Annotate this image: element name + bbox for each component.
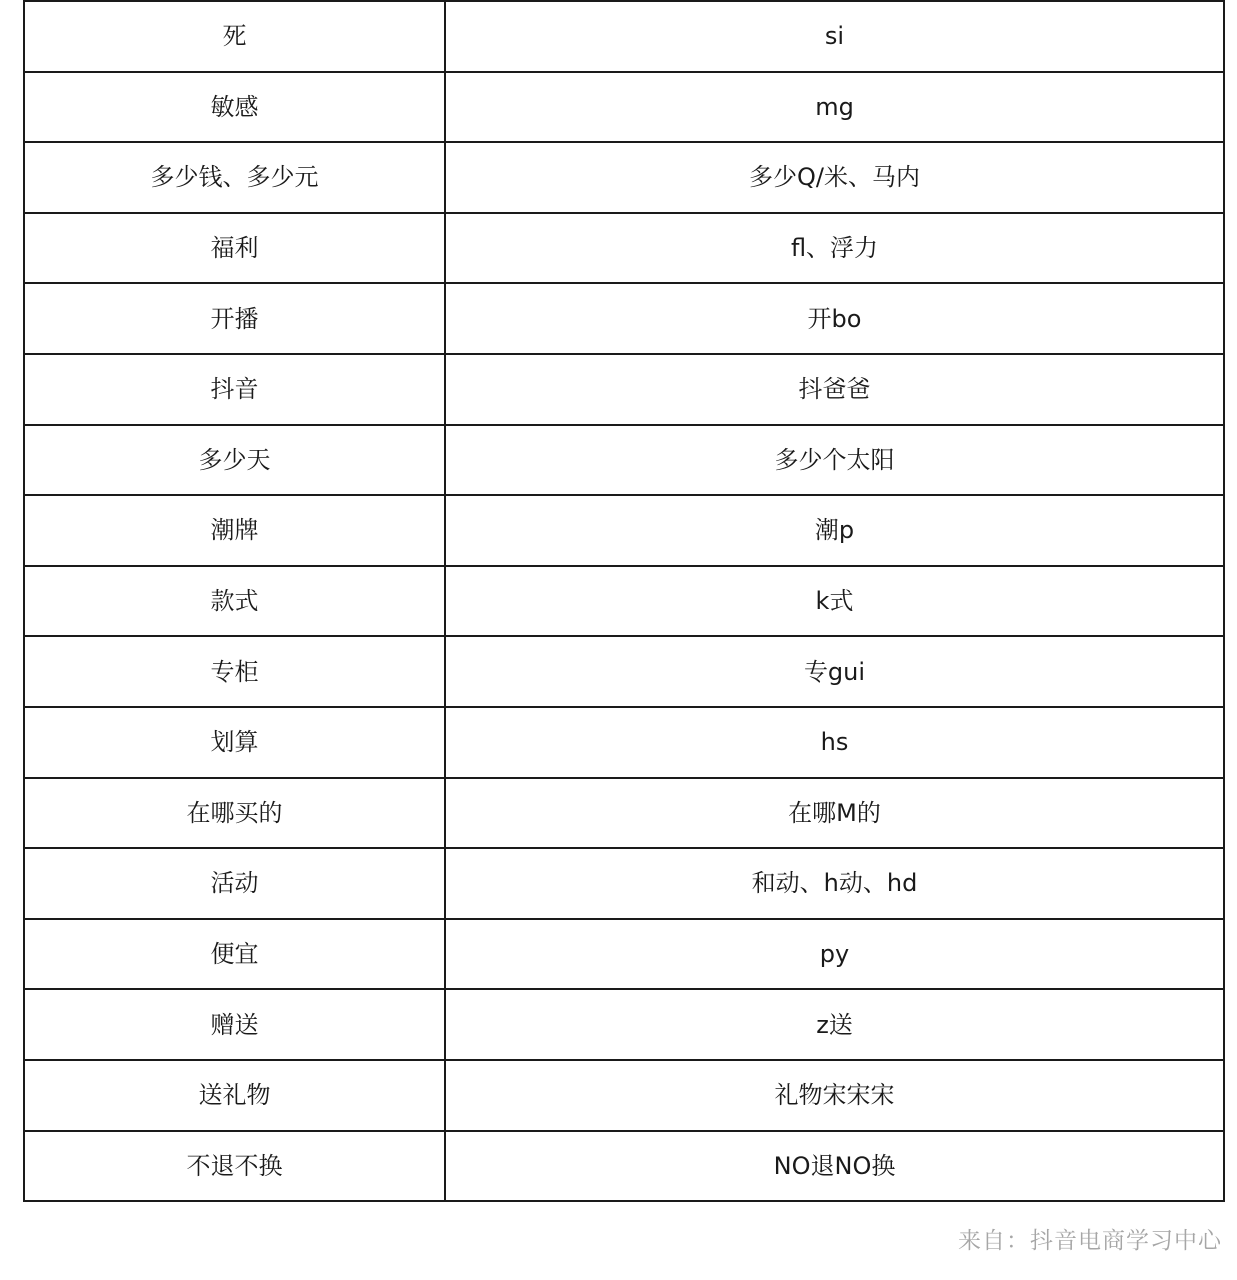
word-cell: 敏感 (24, 72, 445, 143)
table-row (24, 425, 1224, 496)
replacement-cell: 礼物宋宋宋 (445, 1060, 1224, 1131)
source-attribution: 来自：抖音电商学习中心 (958, 1228, 1222, 1254)
word-replacement-table-wrapper (23, 0, 1221, 1202)
table-row (24, 354, 1224, 425)
word-replacement-table (23, 0, 1225, 1202)
word-cell: 开播 (24, 283, 445, 354)
table-row (24, 566, 1224, 637)
replacement-cell: 和动、h动、hd (445, 848, 1224, 919)
word-cell: 在哪买的 (24, 778, 445, 849)
replacement-cell: mg (445, 72, 1224, 143)
word-cell: 潮牌 (24, 495, 445, 566)
replacement-cell: 开bo (445, 283, 1224, 354)
replacement-cell: 多少个太阳 (445, 425, 1224, 496)
replacement-cell: fl、浮力 (445, 213, 1224, 284)
replacement-cell: hs (445, 707, 1224, 778)
table-row (24, 848, 1224, 919)
table-row (24, 142, 1224, 213)
table-row (24, 778, 1224, 849)
word-cell: 抖音 (24, 354, 445, 425)
table-row (24, 1131, 1224, 1202)
replacement-cell: z送 (445, 989, 1224, 1060)
replacement-cell: 多少Q/米、马内 (445, 142, 1224, 213)
table-row (24, 495, 1224, 566)
word-cell: 划算 (24, 707, 445, 778)
replacement-cell: NO退NO换 (445, 1131, 1224, 1202)
replacement-cell: 专gui (445, 636, 1224, 707)
table-row (24, 213, 1224, 284)
replacement-cell: si (445, 1, 1224, 72)
table-row (24, 636, 1224, 707)
word-cell: 送礼物 (24, 1060, 445, 1131)
table-row (24, 1, 1224, 72)
table-row (24, 1060, 1224, 1131)
replacement-cell: 抖爸爸 (445, 354, 1224, 425)
replacement-cell: 潮p (445, 495, 1224, 566)
word-cell: 不退不换 (24, 1131, 445, 1202)
word-cell: 赠送 (24, 989, 445, 1060)
word-cell: 便宜 (24, 919, 445, 990)
word-cell: 福利 (24, 213, 445, 284)
word-cell: 活动 (24, 848, 445, 919)
replacement-cell: 在哪M的 (445, 778, 1224, 849)
table-row (24, 283, 1224, 354)
word-cell: 多少钱、多少元 (24, 142, 445, 213)
table-row (24, 707, 1224, 778)
replacement-cell: py (445, 919, 1224, 990)
table-row (24, 989, 1224, 1060)
replacement-cell: k式 (445, 566, 1224, 637)
word-cell: 死 (24, 1, 445, 72)
word-cell: 专柜 (24, 636, 445, 707)
word-cell: 多少天 (24, 425, 445, 496)
table-row (24, 72, 1224, 143)
table-row (24, 919, 1224, 990)
word-cell: 款式 (24, 566, 445, 637)
